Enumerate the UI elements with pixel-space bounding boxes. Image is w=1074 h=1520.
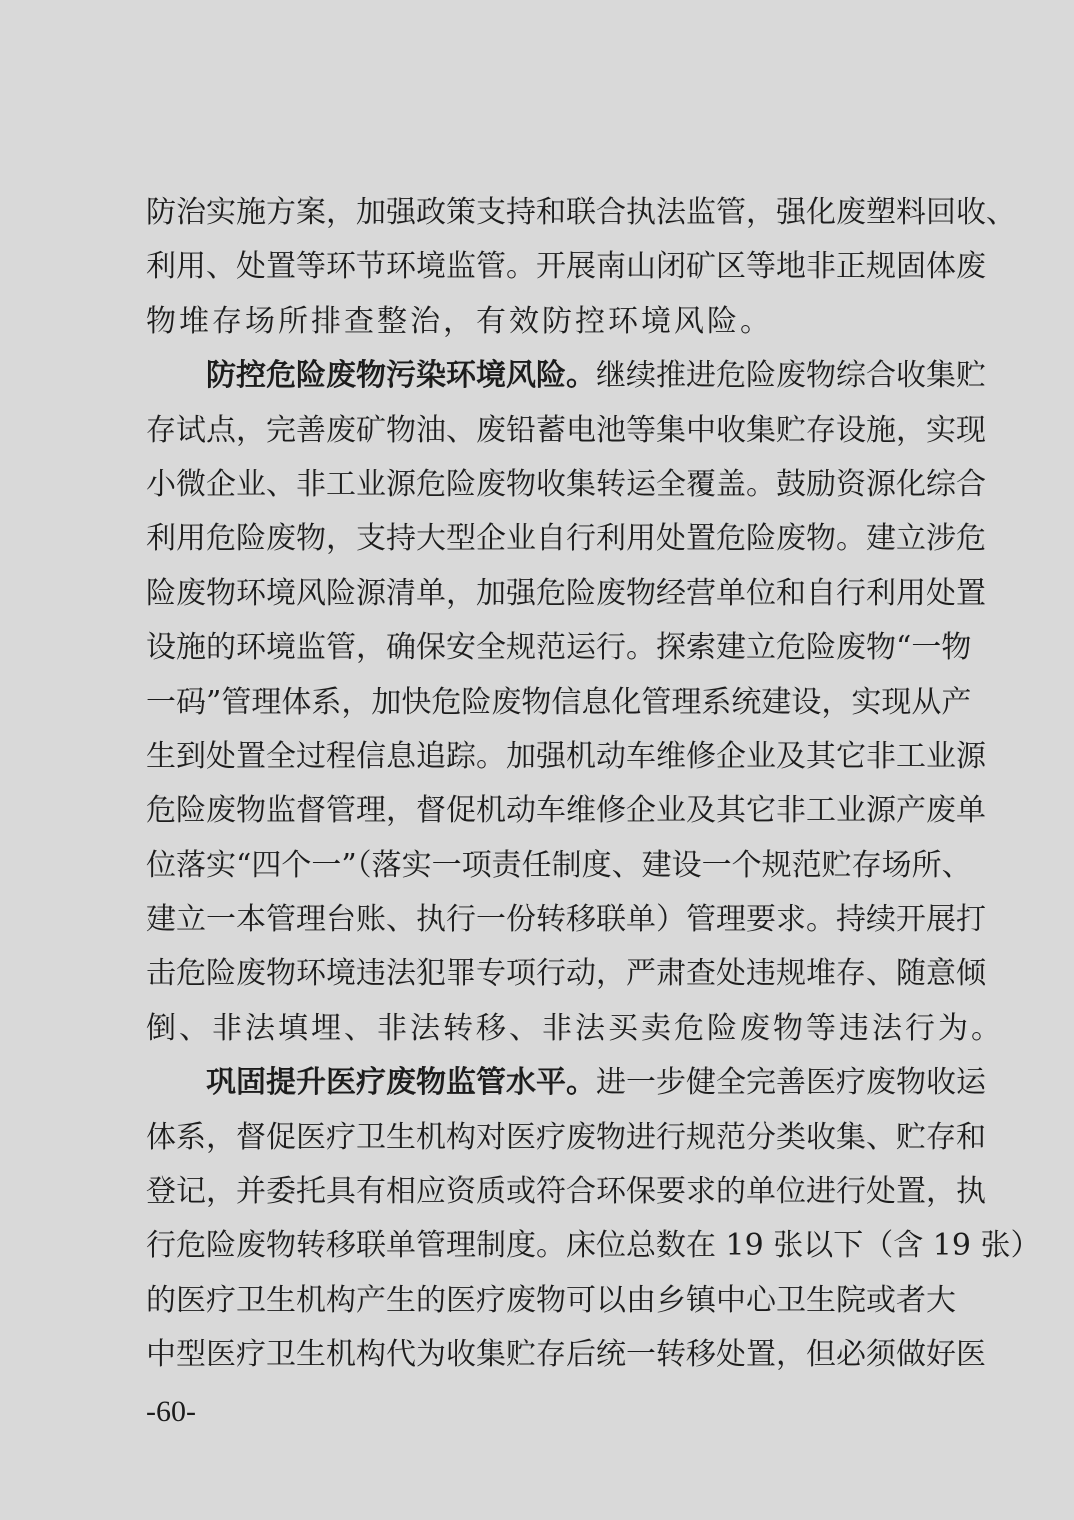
text-line: 建立一本管理台账、执行一份转移联单）管理要求。持续开展打 [146, 902, 986, 938]
text-line: 生到处置全过程信息追踪。加强机动车维修企业及其它非工业源 [146, 738, 986, 774]
text-line: 存试点，完善废矿物油、废铅蓄电池等集中收集贮存设施，实现 [146, 412, 986, 448]
paragraph-3 [146, 1056, 1041, 1382]
paragraph-first-line [146, 349, 986, 403]
text-line: 利用危险废物，支持大型企业自行利用处置危险废物。建立涉危 [146, 521, 986, 557]
text-line: 行危险废物转移联单管理制度。床位总数在 19 张以下（含 19 张） [146, 1228, 1041, 1264]
text-line: 险废物环境风险源清单，加强危险废物经营单位和自行利用处置 [146, 575, 986, 611]
text-line: 物堆存场所排查整治，有效防控环境风险。 [146, 303, 773, 339]
text-line: 倒、非法填埋、非法转移、非法买卖危险废物等违法行为。 [146, 1010, 1004, 1046]
document-body [146, 186, 1041, 1383]
text-line: 的医疗卫生机构产生的医疗废物可以由乡镇中心卫生院或者大 [146, 1282, 956, 1318]
text-line: 利用、处置等环节环境监管。开展南山闭矿区等地非正规固体废 [146, 249, 986, 285]
page-number: -60- [146, 1395, 196, 1428]
text-line: 防治实施方案，加强政策支持和联合执法监管，强化废塑料回收、 [146, 195, 1016, 230]
text-line: 体系，督促医疗卫生机构对医疗废物进行规范分类收集、贮存和 [146, 1119, 986, 1155]
text-line: 设施的环境监管，确保安全规范运行。探索建立危险废物“一物 [146, 630, 972, 666]
section-heading: 防控危险废物污染环境风险。 [206, 358, 596, 394]
section-heading: 巩固提升医疗废物监管水平。 [206, 1065, 596, 1101]
text-run: 进一步健全完善医疗废物收运 [596, 1065, 986, 1101]
text-line: 登记，并委托具有相应资质或符合环保要求的单位进行处置，执 [146, 1174, 986, 1210]
text-line: 小微企业、非工业源危险废物收集转运全覆盖。鼓励资源化综合 [146, 466, 986, 502]
text-line: 中型医疗卫生机构代为收集贮存后统一转移处置，但必须做好医 [146, 1337, 986, 1373]
text-line: 一码”管理体系，加快危险废物信息化管理系统建设，实现从产 [146, 684, 972, 720]
paragraph-2 [146, 349, 1004, 1056]
paragraph-1 [146, 186, 1016, 349]
text-line: 位落实“四个一”（落实一项责任制度、建设一个规范贮存场所、 [146, 847, 972, 883]
text-line: 击危险废物环境违法犯罪专项行动，严肃查处违规堆存、随意倾 [146, 956, 986, 992]
text-line: 危险废物监督管理，督促机动车维修企业及其它非工业源产废单 [146, 793, 986, 829]
text-run: 继续推进危险废物综合收集贮 [596, 358, 986, 394]
paragraph-first-line [146, 1056, 986, 1110]
